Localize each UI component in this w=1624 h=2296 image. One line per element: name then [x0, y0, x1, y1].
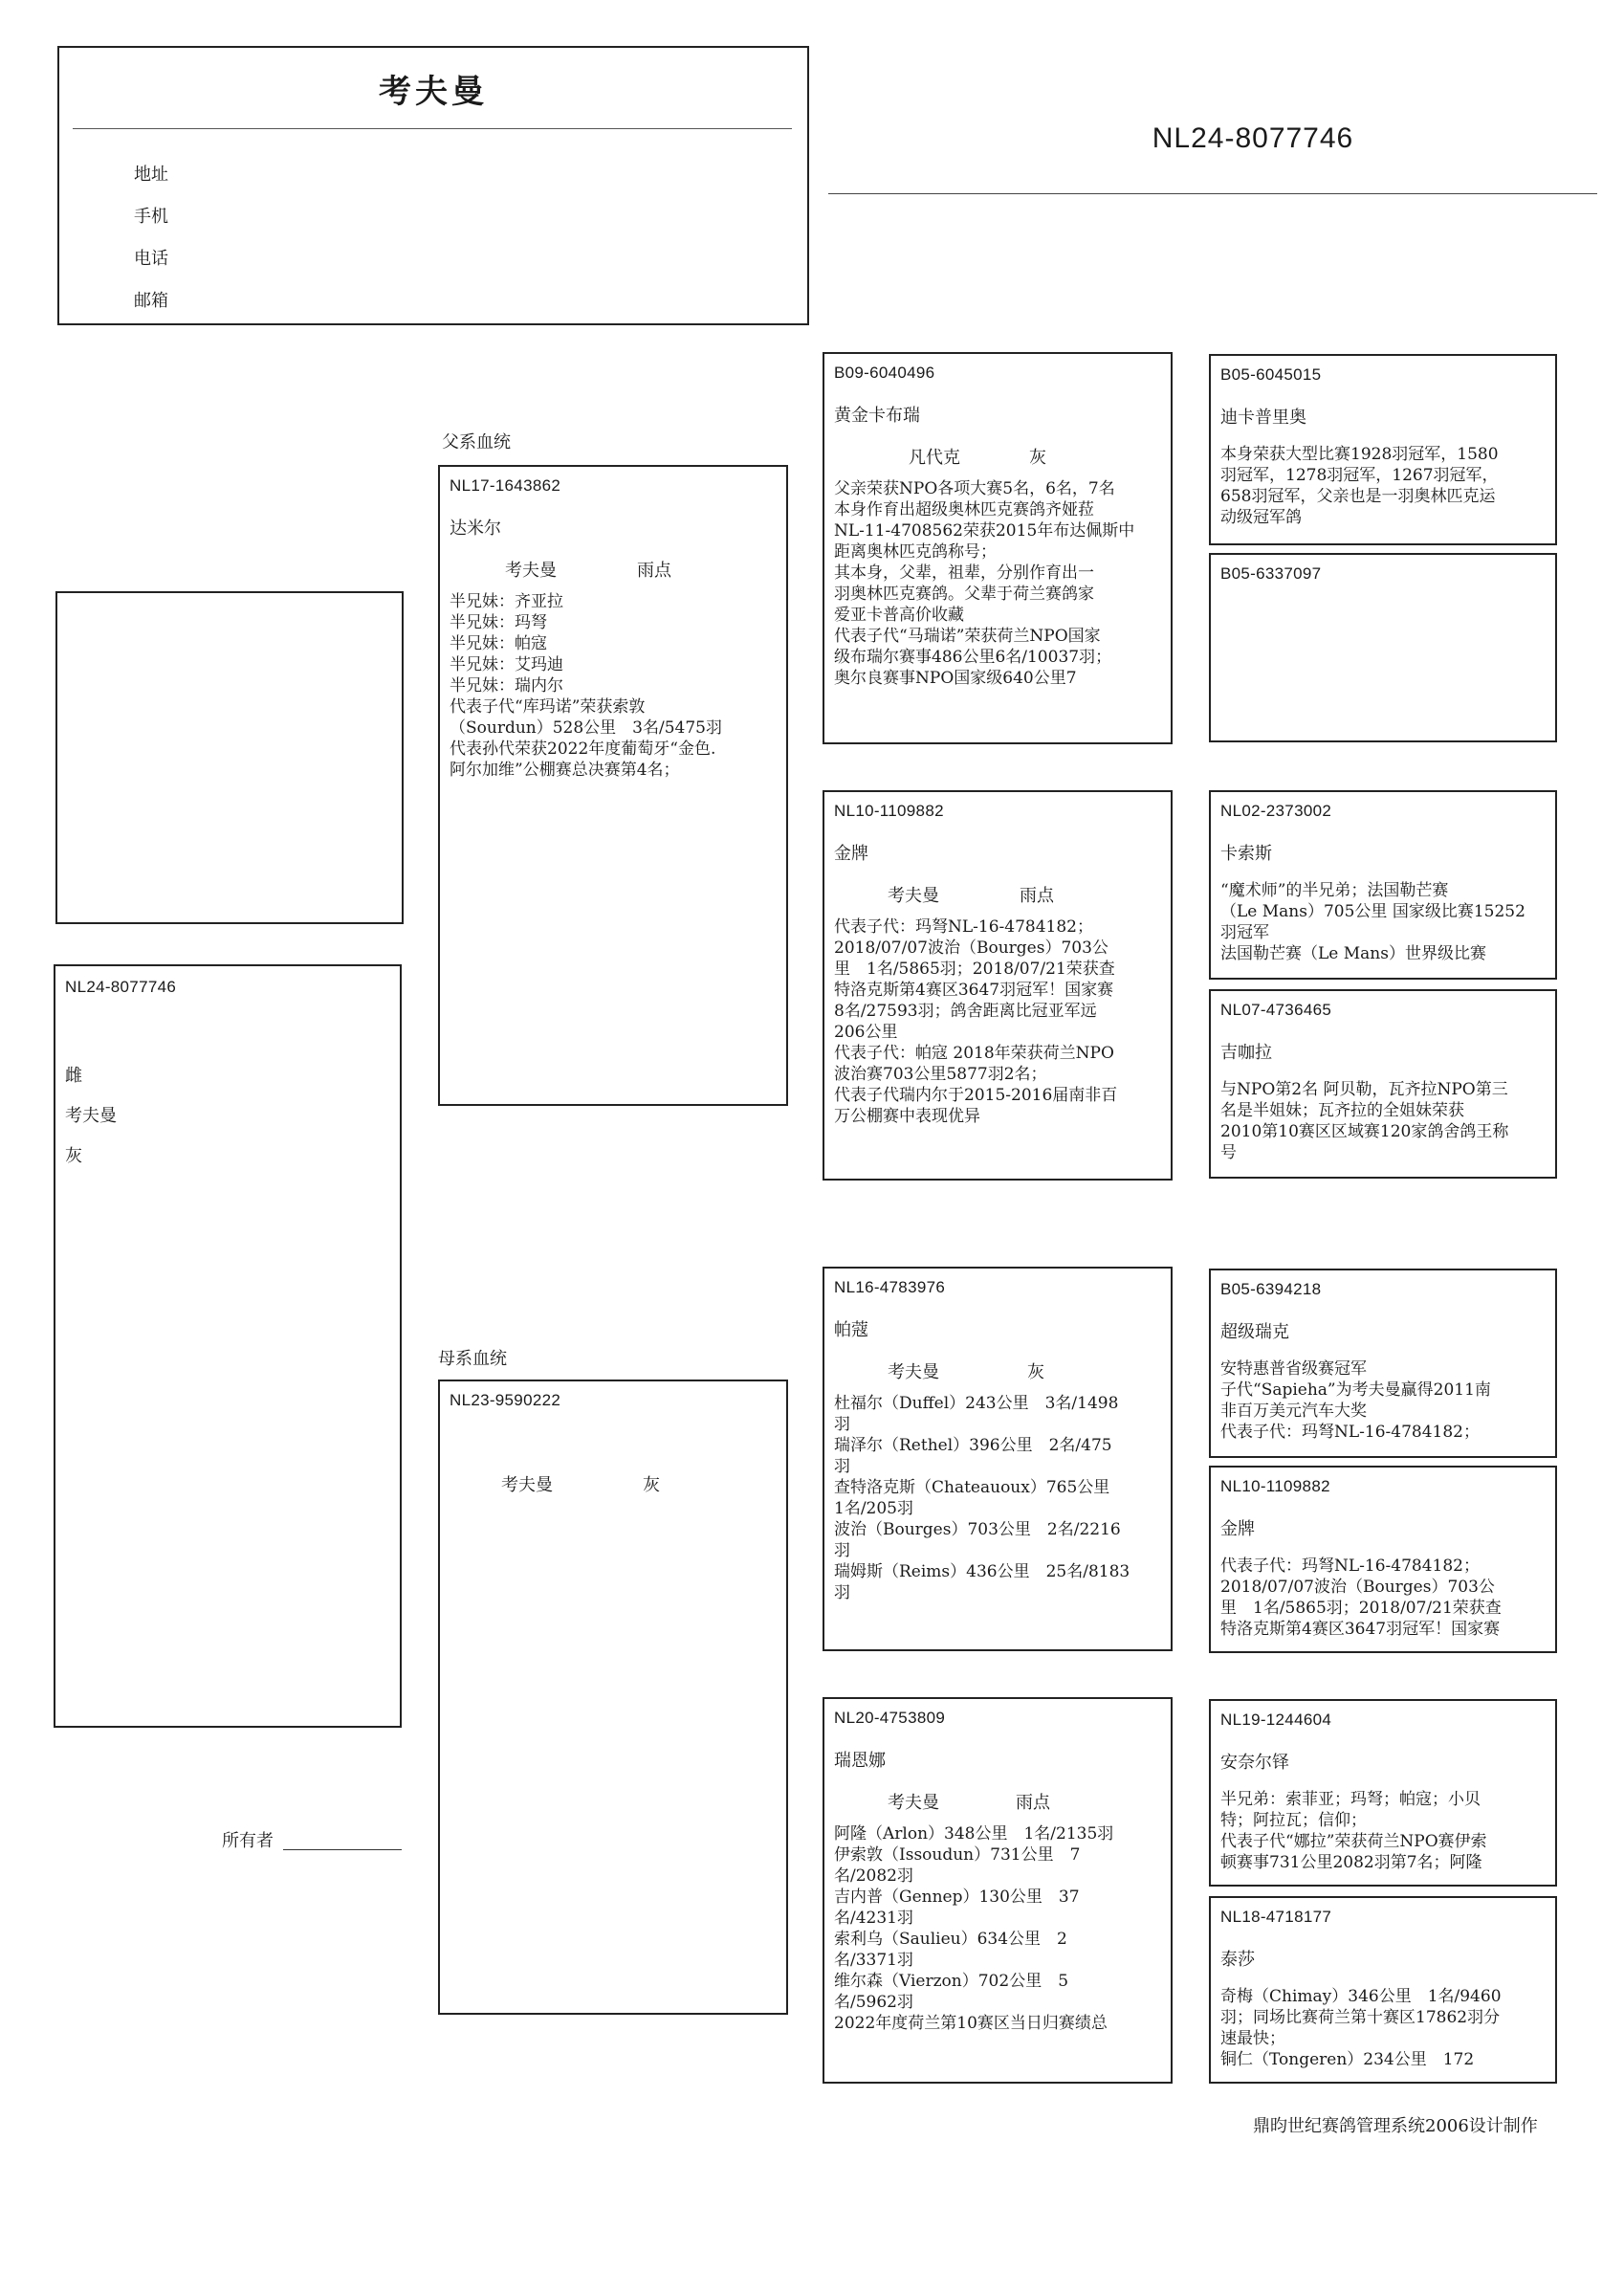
address-label: 地址: [134, 165, 168, 185]
sd-color: 雨点: [1020, 886, 1054, 906]
ds-name: 帕蔻: [834, 1320, 868, 1340]
dss-ring: B05-6394218: [1220, 1280, 1322, 1298]
dsd-name: 金牌: [1220, 1519, 1255, 1539]
sds-ring: NL02-2373002: [1220, 802, 1332, 820]
ds-notes: 杜福尔（Duffel）243公里 3名/1498 羽 瑞泽尔（Rethel）396公里 2名/475 羽 查特洛克斯（Chateauoux）765公里 1名/205羽 波治（Bourges）703公里 2名/2216 羽 瑞姆斯（Reims）436公里 25名/8183 羽: [834, 1394, 1130, 1602]
sss-ring: B05-6045015: [1220, 365, 1322, 384]
dss-name: 超级瑞克: [1220, 1322, 1289, 1342]
ds-color: 灰: [1027, 1362, 1044, 1382]
dam-ring: NL23-9590222: [450, 1391, 561, 1409]
sss-name: 迪卡普里奥: [1220, 408, 1306, 428]
subject-color: 灰: [65, 1146, 82, 1166]
sd-ring: NL10-1109882: [834, 802, 944, 820]
mobile-label: 手机: [134, 207, 168, 227]
sss-notes: 本身荣获大型比赛1928羽冠军，1580 羽冠军，1278羽冠军，1267羽冠军， 658羽冠军，父亲也是一羽奥林匹克运 动级冠军鸽: [1220, 445, 1499, 527]
sire-name: 达米尔: [450, 519, 501, 539]
sds-notes: “魔术师”的半兄弟；法国勒芒赛 （Le Mans）705公里 国家级比赛15252 羽冠军 法国勒芒赛（Le Mans）世界级比赛: [1220, 881, 1525, 963]
dd-color: 雨点: [1016, 1793, 1050, 1813]
breeder-title: 考夫曼: [379, 73, 488, 111]
sds-box: [1209, 790, 1557, 980]
sdd-notes: 与NPO第2名 阿贝勒，瓦齐拉NPO第三 名是半姐妹；瓦齐拉的全姐妹荣获 2010第10赛区区域赛120家鸽舍鸽王称 号: [1220, 1080, 1509, 1162]
ddd-notes: 奇梅（Chimay）346公里 1名/9460 羽；同场比赛荷兰第十赛区17862羽分 速最快； 铜仁（Tongeren）234公里 172: [1220, 1987, 1502, 2069]
dds-box: [1209, 1699, 1557, 1887]
ddd-name: 泰莎: [1220, 1950, 1255, 1970]
ds-ring: NL16-4783976: [834, 1278, 946, 1296]
ss-notes: 父亲荣获NPO各项大赛5名，6名，7名 本身作育出超级奥林匹克赛鸽齐娅菈 NL-11-4708562荣获2015年布达佩斯中 距离奥林匹克鸽称号； 其本身，父辈，祖辈，分别作育出一 羽奥林匹克赛鸽。父辈于荷兰赛鸽家 爱亚卡普高价收藏 代表子代“马瑞诺”荣获荷兰NPO国家 级布瑞尔赛事486公里6名/10037羽； 奥尔良赛事NPO国家级640公里7: [834, 479, 1135, 688]
main-ring-number: NL24-8077746: [1152, 122, 1354, 154]
sire-box: [438, 465, 788, 1106]
sire-ring: NL17-1643862: [450, 476, 561, 495]
dsd-notes: 代表子代：玛弩NL-16-4784182； 2018/07/07波治（Bourges）703公 里 1名/5865羽；2018/07/21荣获查 特洛克斯第4赛区3647羽冠军！国家赛: [1220, 1556, 1502, 1639]
sd-notes: 代表子代：玛弩NL-16-4784182； 2018/07/07波治（Bourges）703公 里 1名/5865羽；2018/07/21荣获查 特洛克斯第4赛区3647羽冠军！国家赛 8名/27593羽；鸽舍距离比冠亚军远 206公里 代表子代：帕寇 2018年荣获荷兰NPO 波治赛703公里5877羽2名； 代表子代瑞内尔于2015-2016届南非百 万公棚赛中表现优异: [834, 917, 1118, 1126]
dd-breeder: 考夫曼: [888, 1793, 939, 1813]
sdd-box: [1209, 989, 1557, 1179]
dam-section-label: 母系血统: [438, 1349, 507, 1369]
subject-box: [54, 964, 402, 1728]
header-divider: [73, 128, 792, 129]
dd-box: [823, 1697, 1173, 2084]
subject-ring: NL24-8077746: [65, 978, 177, 996]
dsd-box: [1209, 1466, 1557, 1653]
footer-credit: 鼎昀世纪赛鸽管理系统2006设计制作: [1253, 2116, 1538, 2136]
dd-ring: NL20-4753809: [834, 1709, 946, 1727]
sds-name: 卡索斯: [1220, 844, 1272, 864]
dd-notes: 阿隆（Arlon）348公里 1名/2135羽 伊索敦（Issoudun）731公里 7 名/2082羽 吉内普（Gennep）130公里 37 名/4231羽 索利乌（Saulieu）634公里 2 名/3371羽 维尔森（Vierzon）702公里 5 名/5962羽 2022年度荷兰第10赛区当日归赛绩总: [834, 1824, 1114, 2033]
subject-breeder: 考夫曼: [65, 1106, 117, 1126]
ds-breeder: 考夫曼: [888, 1362, 939, 1382]
sdd-ring: NL07-4736465: [1220, 1001, 1332, 1019]
dsd-ring: NL10-1109882: [1220, 1477, 1330, 1495]
sd-name: 金牌: [834, 844, 868, 864]
ddd-box: [1209, 1896, 1557, 2084]
subject-sex: 雌: [65, 1066, 82, 1086]
owner-line: [283, 1849, 402, 1850]
sire-color: 雨点: [637, 561, 671, 581]
ss-ring: B09-6040496: [834, 364, 935, 382]
sire-notes: 半兄妹：齐亚拉 半兄妹：玛弩 半兄妹：帕寇 半兄妹：艾玛迪 半兄妹：瑞内尔 代表子代“库玛诺”荣获索敦 （Sourdun）528公里 3名/5475羽 代表孙代荣获2022年度葡萄牙“金色. 阿尔加维”公棚赛总决赛第4名；: [450, 592, 722, 780]
ss-color: 灰: [1029, 448, 1046, 468]
ss-name: 黄金卡布瑞: [834, 406, 920, 426]
sire-breeder: 考夫曼: [505, 561, 557, 581]
ddd-ring: NL18-4718177: [1220, 1908, 1332, 1926]
dam-box: [438, 1380, 788, 2015]
header-box: [57, 46, 809, 325]
dds-notes: 半兄弟：索菲亚；玛弩；帕寇；小贝 特；阿拉瓦；信仰； 代表子代“娜拉”荣获荷兰NPO赛伊索 顿赛事731公里2082羽第7名；阿隆: [1220, 1790, 1487, 1872]
main-ring-underline: [828, 193, 1597, 194]
ss-breeder: 凡代克: [909, 448, 960, 468]
photo-box: [55, 591, 404, 924]
sd-box: [823, 790, 1173, 1181]
ssd-box: [1209, 553, 1557, 742]
dss-box: [1209, 1269, 1557, 1458]
dam-color: 灰: [643, 1475, 660, 1495]
owner-label: 所有者: [222, 1831, 274, 1851]
dss-notes: 安特惠普省级赛冠军 子代“Sapieha”为考夫曼赢得2011南 非百万美元汽车大奖 代表子代：玛弩NL-16-4784182；: [1220, 1359, 1491, 1442]
phone-label: 电话: [134, 249, 168, 269]
ssd-ring: B05-6337097: [1220, 564, 1322, 583]
sss-box: [1209, 354, 1557, 545]
ss-box: [823, 352, 1173, 744]
dd-name: 瑞恩娜: [834, 1751, 886, 1771]
sdd-name: 吉咖拉: [1220, 1043, 1272, 1063]
sd-breeder: 考夫曼: [888, 886, 939, 906]
dds-name: 安奈尔铎: [1220, 1753, 1289, 1773]
dds-ring: NL19-1244604: [1220, 1711, 1332, 1729]
email-label: 邮箱: [134, 291, 168, 311]
ds-box: [823, 1267, 1173, 1651]
sire-section-label: 父系血统: [442, 432, 511, 453]
dam-breeder: 考夫曼: [501, 1475, 553, 1495]
